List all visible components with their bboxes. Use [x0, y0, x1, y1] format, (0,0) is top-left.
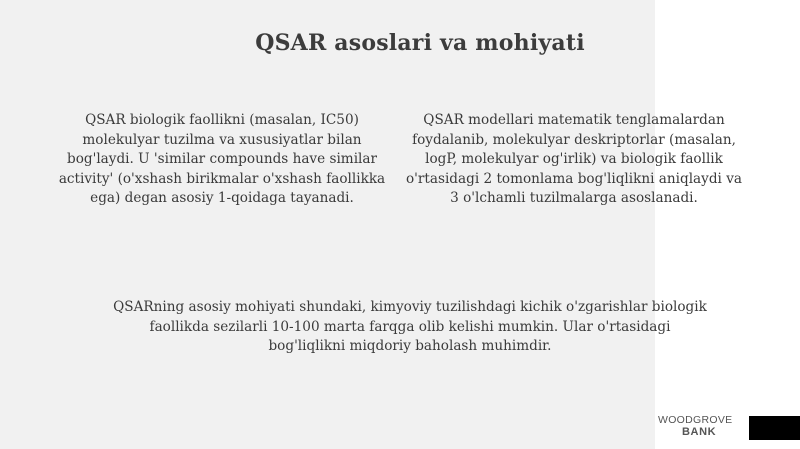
- logo-line-woodgrove: WOODGROVE: [658, 414, 733, 426]
- slide-title: QSAR asoslari va mohiyati: [255, 30, 585, 56]
- paragraph-right: QSAR modellari matematik tenglamalardan foydalanib, molekulyar deskriptorlar (masalan, logP, molekulyar og'irlik) va biologik faollik o'rtasidagi 2 tomonlama bog'liqlikni aniqlaydi va 3 o'lchamli tuzilmalarga asoslanadi.: [406, 112, 742, 206]
- logo-line-bank: BANK: [682, 426, 717, 438]
- logo-block-icon: [749, 416, 800, 440]
- slide-edge-strip: [655, 0, 800, 449]
- woodgrove-bank-logo: [658, 413, 800, 443]
- logo-wordmark: [658, 414, 744, 439]
- paragraph-bottom: QSARning asosiy mohiyati shundaki, kimyoviy tuzilishdagi kichik o'zgarishlar biologik faollikda sezilarli 10-100 marta farqga olib kelishi mumkin. Ular o'rtasidagi bog'liqlikni miqdoriy baholash muhimdir.: [113, 299, 707, 354]
- paragraph-left: QSAR biologik faollikni (masalan, IC50) molekulyar tuzilma va xususiyatlar bilan bog'laydi. U 'similar compounds have similar activity' (o'xshash birikmalar o'xshash faollikka ega) degan asosiy 1-qoidaga tayanadi.: [58, 112, 386, 206]
